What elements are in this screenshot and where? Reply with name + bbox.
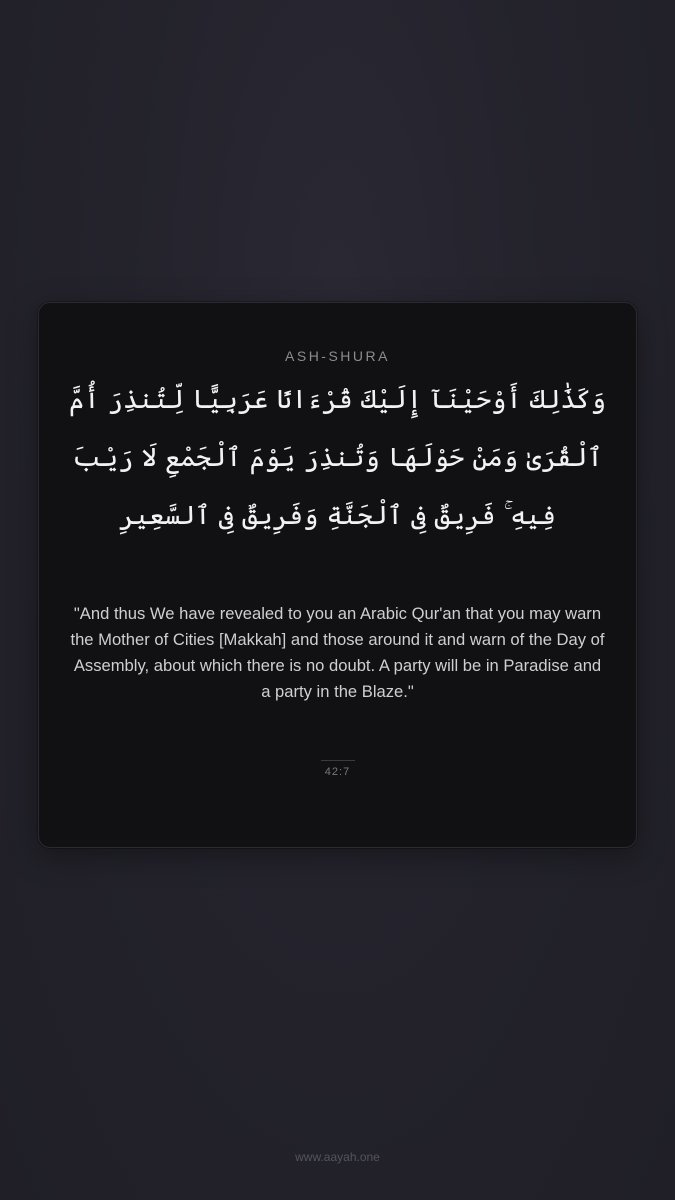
verse-card [38,302,637,848]
verse-reference: 42:7 [324,766,351,778]
arabic-verse-text: وَكَذَٰلِكَ أَوْحَيْنَآ إِلَيْكَ قُرْءَانًا عَرَبِيًّا لِّتُنذِرَ أُمَّ ٱلْقُرَىٰ وَمَنْ حَوْلَهَا وَتُنذِرَ يَوْمَ ٱلْجَمْعِ لَا رَيْبَ فِيهِ ۚ فَرِيقٌ فِى ٱلْجَنَّةِ وَفَرِيقٌ فِى ٱلسَّعِيرِ [68,385,607,531]
reference-divider [321,760,355,761]
verse-translation: "And thus We have revealed to you an Arabic Qur'an that you may warn the Mother of Cities [Makkah] and those around it and warn of the Day of Assembly, about which there is no doubt. A party will be in Paradise and a party in the Blaze." [70,604,605,701]
website-link[interactable]: www.aayah.one [295,1150,380,1164]
surah-name: ASH-SHURA [285,348,390,364]
